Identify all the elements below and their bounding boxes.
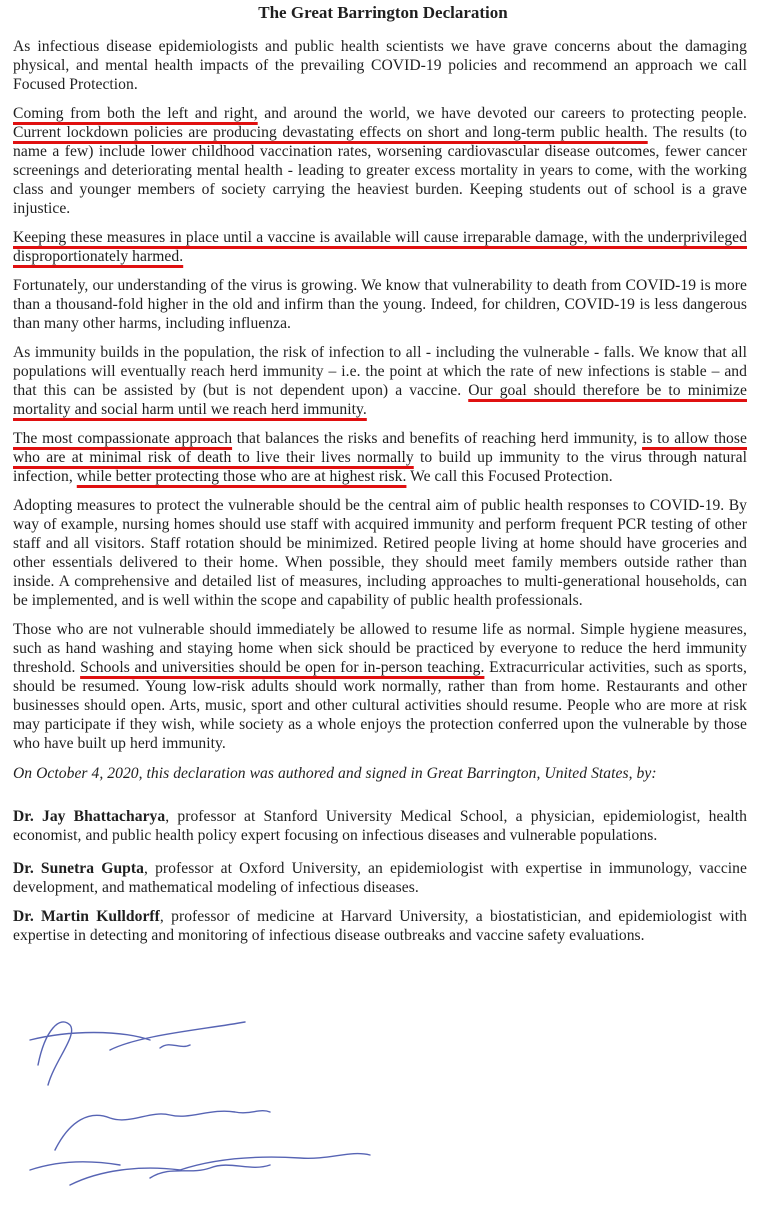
highlight: Coming from both the left and right, [13,105,258,122]
signer-name: Dr. Jay Bhattacharya [13,808,166,825]
paragraph-understanding: Fortunately, our understanding of the virus is growing. We know that vulnerability to death from COVID-19 is more than a thousand-fold higher in the old and infirm than the young. Indeed, for children, COVID-19 is less dangerous than many other harms, including influenza. [13,277,747,332]
signer-entry [13,859,747,897]
highlight: The most compassionate approach [13,430,233,447]
text-run: Extracurricular activities, such as sports, should be resumed. Young low-risk adults should work normally, rather than from home. Restaurants and other businesses should open. Arts, music, sport and other cultural activities should resume. People who are more at risk may participate if they wish, while society as a whole enjoys the protection conferred upon the vulnerable by those who have built up herd immunity. [13,659,747,752]
signer-entry [13,907,747,945]
highlight: Keeping these measures in place until a vaccine is available will cause irreparable damage, with the underprivileged disproportionately harmed. [13,229,747,265]
signer-name: Dr. Martin Kulldorff [13,908,160,925]
text-run: Those who are not vulnerable should immediately be allowed to resume life as normal. Simple hygiene measures, such as hand washing and staying home when sick should be practiced by everyone to reduce the herd immunity threshold. [13,621,747,676]
page-title: The Great Barrington Declaration [258,3,508,22]
text-run: As immunity builds in the population, the risk of infection to all - including the vulnerable - falls. We know that all populations will eventually reach herd immunity – i.e. the point at which the rate of new infections is stable – and that this can be assisted by (but is not dependent upon) a vaccine. [13,344,747,399]
highlight: while better protecting those who are at highest risk. [76,468,407,485]
signature-stroke [30,1022,245,1085]
text-run: that balances the risks and benefits of reaching herd immunity, [232,430,643,447]
signer-description: , professor of medicine at Harvard University, a biostatistician, and epidemiologist with expertise in detecting and monitoring of infectious disease outbreaks and vaccine safety evaluations. [13,908,747,944]
text-run: The results (to name a few) include lower childhood vaccination rates, worsening cardiovascular disease outcomes, fewer cancer screenings and deteriorating mental health - leading to greater excess mortality in years to come, with the working class and younger members of society carrying the heaviest burden. Keeping students out of school is a grave injustice. [13,124,747,217]
signature-stroke [70,1154,370,1185]
text-run: We call this Focused Protection. [406,468,613,485]
highlight: Our goal should therefore be to minimize mortality and social harm until we reach herd immunity. [13,382,747,418]
highlight: Current lockdown policies are producing devastating effects on short and long-term public health. [13,124,648,141]
paragraph-intro: As infectious disease epidemiologists and public health scientists we have grave concerns about the damaging physical, and mental health impacts of the prevailing COVID-19 policies and recommend an approach we call Focused Protection. [13,38,747,93]
signer-description: , professor at Stanford University Medical School, a physician, epidemiologist, health economist, and public health policy expert focusing on infectious diseases and vulnerable populations. [13,808,747,844]
signer-name: Dr. Sunetra Gupta [13,860,144,877]
paragraph-immunity [13,343,747,419]
paragraph-measures [13,228,747,266]
paragraph-lockdown [13,104,747,218]
signature-stroke [30,1111,270,1170]
signer-entry [13,807,747,845]
paragraph-compassionate [13,429,747,486]
text-run: to build up immunity to the virus through natural infection, [13,449,747,485]
highlight: Schools and universities should be open for in-person teaching. [80,659,485,676]
document-body [0,37,766,945]
declaration-statement: On October 4, 2020, this declaration was authored and signed in Great Barrington, United States, by: [13,765,657,782]
signer-description: , professor at Oxford University, an epidemiologist with expertise in immunology, vaccine development, and mathematical modeling of infectious diseases. [13,860,748,896]
paragraph-not-vulnerable [13,620,747,753]
text-run: and around the world, we have devoted our careers to protecting people. [257,105,747,122]
paragraph-adopting: Adopting measures to protect the vulnerable should be the central aim of public health responses to COVID-19. By way of example, nursing homes should use staff with acquired immunity and perform frequent PCR testing of other staff and all visitors. Staff rotation should be minimized. Retired people living at home should have groceries and other essentials delivered to their home. When possible, they should meet family members outside rather than inside. A comprehensive and detailed list of measures, including approaches to multi-generational households, can be implemented, and is well within the scope and capability of public health professionals. [13,497,747,609]
highlight: is to allow those who are at minimal risk of death to live their lives normally [13,430,747,466]
